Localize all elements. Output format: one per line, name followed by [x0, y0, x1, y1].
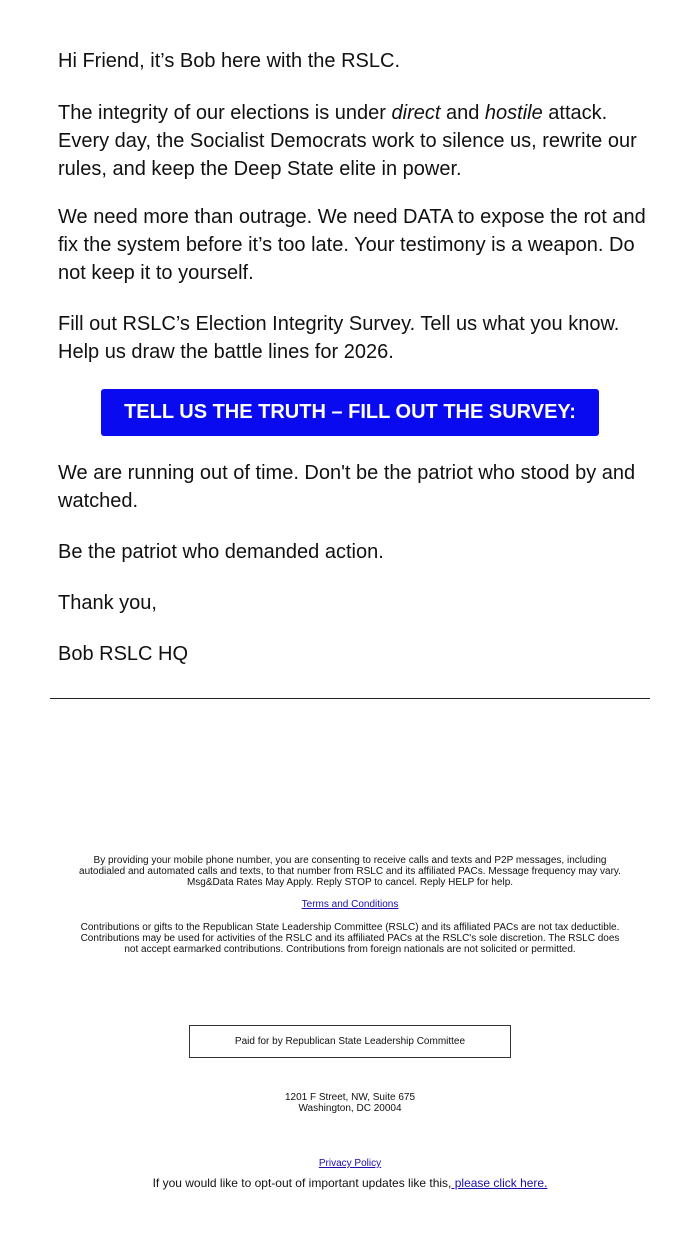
paragraph-survey: Fill out RSLC’s Election Integrity Survey. Tell us what you know. Help us draw the battle lines for 2026.: [58, 313, 620, 363]
paid-for-box: [189, 1025, 511, 1058]
address-line: Washington, DC 20004: [298, 1103, 402, 1114]
optout-link[interactable]: please click here.: [451, 1176, 548, 1190]
greeting: Hi Friend, it’s Bob here with the RSLC.: [58, 50, 401, 72]
privacy-row: [75, 1158, 625, 1169]
sms-disclaimer: By providing your mobile phone number, you are consenting to receive calls and texts and P2P messages, including autodialed and automated calls and texts, to that number from RSLC and its affiliated PACs. Message frequency may vary. Msg&Data Rates May Apply. Reply STOP to cancel. Reply HELP for help.: [79, 855, 621, 888]
optout-text: If you would like to opt-out of important updates like this,: [152, 1176, 452, 1190]
section-divider: [50, 698, 650, 699]
terms-link[interactable]: Terms and Conditions: [301, 899, 399, 910]
paragraph-text: The integrity of our elections is under: [58, 102, 392, 124]
emphasis-hostile: hostile: [484, 102, 543, 124]
paragraph-action: Be the patriot who demanded action.: [58, 541, 384, 563]
paragraph-attack: [58, 99, 648, 183]
address-line: 1201 F Street, NW, Suite 675: [284, 1092, 416, 1103]
paid-for-text: Paid for by Republican State Leadership Committee: [234, 1036, 466, 1047]
cta-label: TELL US THE TRUTH – FILL OUT THE SURVEY:: [124, 401, 576, 423]
signature: Bob RSLC HQ: [58, 643, 189, 665]
address: [75, 1092, 625, 1114]
closing: Thank you,: [58, 592, 157, 614]
paragraph-text: attack. Every day, the Socialist Democrats work to silence us, rewrite our rules, and keep the Deep State elite in power.: [58, 102, 637, 180]
privacy-link[interactable]: Privacy Policy: [318, 1158, 382, 1169]
emphasis-direct: direct: [391, 102, 441, 124]
terms-row: [75, 899, 625, 910]
paragraph-time: We are running out of time. Don't be the patriot who stood by and watched.: [58, 462, 636, 512]
optout-row: [0, 1176, 700, 1190]
survey-cta-button[interactable]: [101, 389, 599, 436]
paragraph-data: We need more than outrage. We need DATA to expose the rot and fix the system before it’s too late. Your testimony is a weapon. Do not keep it to yourself.: [58, 206, 646, 284]
contributions-disclaimer: Contributions or gifts to the Republican State Leadership Committee (RSLC) and its affiliated PACs are not tax deductible. Contributions may be used for activities of the RSLC and its affiliated PACs at the RSLC's sole discretion. The RSLC does not accept earmarked contributions. Contributions from foreign nationals are not solicited or permitted.: [80, 922, 620, 955]
paragraph-text: and: [440, 102, 485, 124]
